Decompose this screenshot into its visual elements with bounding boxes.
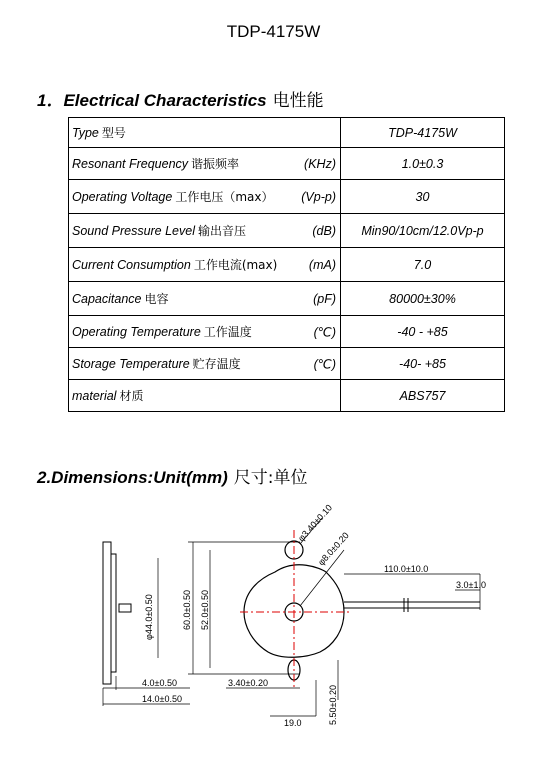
spec-row <box>69 282 505 316</box>
dim-hole: φ3.40±0.10 <box>296 502 335 544</box>
spec-row <box>69 248 505 282</box>
dim-wire-len: 110.0±10.0 <box>384 564 429 574</box>
param-cell <box>69 118 341 148</box>
param-cell <box>69 148 341 180</box>
section-heading-cn: 尺寸:单位 <box>233 468 308 488</box>
param-name-cn: 材质 <box>119 389 144 403</box>
param-unit: (KHz) <box>304 156 336 171</box>
param-name: Sound Pressure Level <box>72 224 195 238</box>
spec-row <box>69 148 505 180</box>
param-name-cn: 电容 <box>144 292 169 306</box>
section-heading-cn: 电性能 <box>272 91 324 111</box>
electrical-spec-table <box>68 117 505 412</box>
dim-bottom-w: 19.0 <box>284 718 302 728</box>
param-name: material <box>72 389 117 403</box>
param-name-cn: 工作温度 <box>203 325 252 339</box>
dimension-drawing <box>0 490 547 750</box>
section-electrical-heading <box>37 86 324 111</box>
side-view-pin <box>119 604 131 612</box>
spec-row <box>69 380 505 412</box>
param-name: Capacitance <box>72 292 142 306</box>
param-name: Operating Temperature <box>72 325 201 339</box>
param-cell <box>69 180 341 214</box>
param-cell <box>69 348 341 380</box>
param-unit: (℃) <box>313 357 336 371</box>
param-name: Storage Temperature <box>72 357 190 371</box>
param-value: ABS757 <box>341 380 505 412</box>
param-name-cn: 谐振频率 <box>191 157 240 171</box>
param-name-cn: 型号 <box>101 126 126 140</box>
document-title: TDP-4175W <box>226 22 321 41</box>
param-name-cn: 输出音压 <box>198 224 247 238</box>
param-cell <box>69 214 341 248</box>
param-name: Current Consumption <box>72 258 191 272</box>
section-heading-en: 2.Dimensions:Unit(mm) <box>37 468 228 487</box>
dim-slot-w: 3.40±0.20 <box>228 678 268 688</box>
param-value: 80000±30% <box>341 282 505 316</box>
dim-height-body: 52.0±0.50 <box>200 590 210 630</box>
param-cell <box>69 380 341 412</box>
param-value: TDP-4175W <box>341 118 505 148</box>
param-name: Operating Voltage <box>72 190 173 204</box>
spec-row <box>69 348 505 380</box>
side-view-body <box>103 542 111 684</box>
spec-row <box>69 316 505 348</box>
param-value: 1.0±0.3 <box>341 148 505 180</box>
param-name-cn: 贮存温度 <box>192 357 241 371</box>
param-unit: (pF) <box>313 291 336 306</box>
section-dimensions-heading <box>37 463 308 488</box>
param-name: Type <box>72 126 99 140</box>
dim-side-dia: φ44.0±0.50 <box>144 594 154 640</box>
param-value: -40- +85 <box>341 348 505 380</box>
param-name-cn: 工作电流(max) <box>193 258 278 272</box>
side-view-profile <box>111 554 116 672</box>
dim-thick2: 14.0±0.50 <box>142 694 182 704</box>
dim-height-total: 60.0±0.50 <box>182 590 192 630</box>
param-cell <box>69 248 341 282</box>
param-value: Min90/10cm/12.0Vp-p <box>341 214 505 248</box>
spec-row <box>69 214 505 248</box>
param-cell <box>69 316 341 348</box>
spec-row <box>69 180 505 214</box>
param-unit: (Vp-p) <box>301 189 336 204</box>
dim-thick1: 4.0±0.50 <box>142 678 177 688</box>
param-name-cn: 工作电压（max） <box>175 190 274 204</box>
param-unit: (℃) <box>313 325 336 339</box>
param-cell <box>69 282 341 316</box>
dim-strip-len: 3.0±1.0 <box>456 580 486 590</box>
param-value: 30 <box>341 180 505 214</box>
param-value: -40 - +85 <box>341 316 505 348</box>
param-value: 7.0 <box>341 248 505 282</box>
dim-center: φ8.0±0.20 <box>316 530 351 568</box>
spec-row <box>69 118 505 148</box>
param-unit: (dB) <box>312 223 336 238</box>
dim-slot-h: 5.50±0.20 <box>328 685 338 725</box>
param-unit: (mA) <box>308 257 336 272</box>
param-name: Resonant Frequency <box>72 157 189 171</box>
section-heading-en: 1．Electrical Characteristics <box>37 91 267 110</box>
